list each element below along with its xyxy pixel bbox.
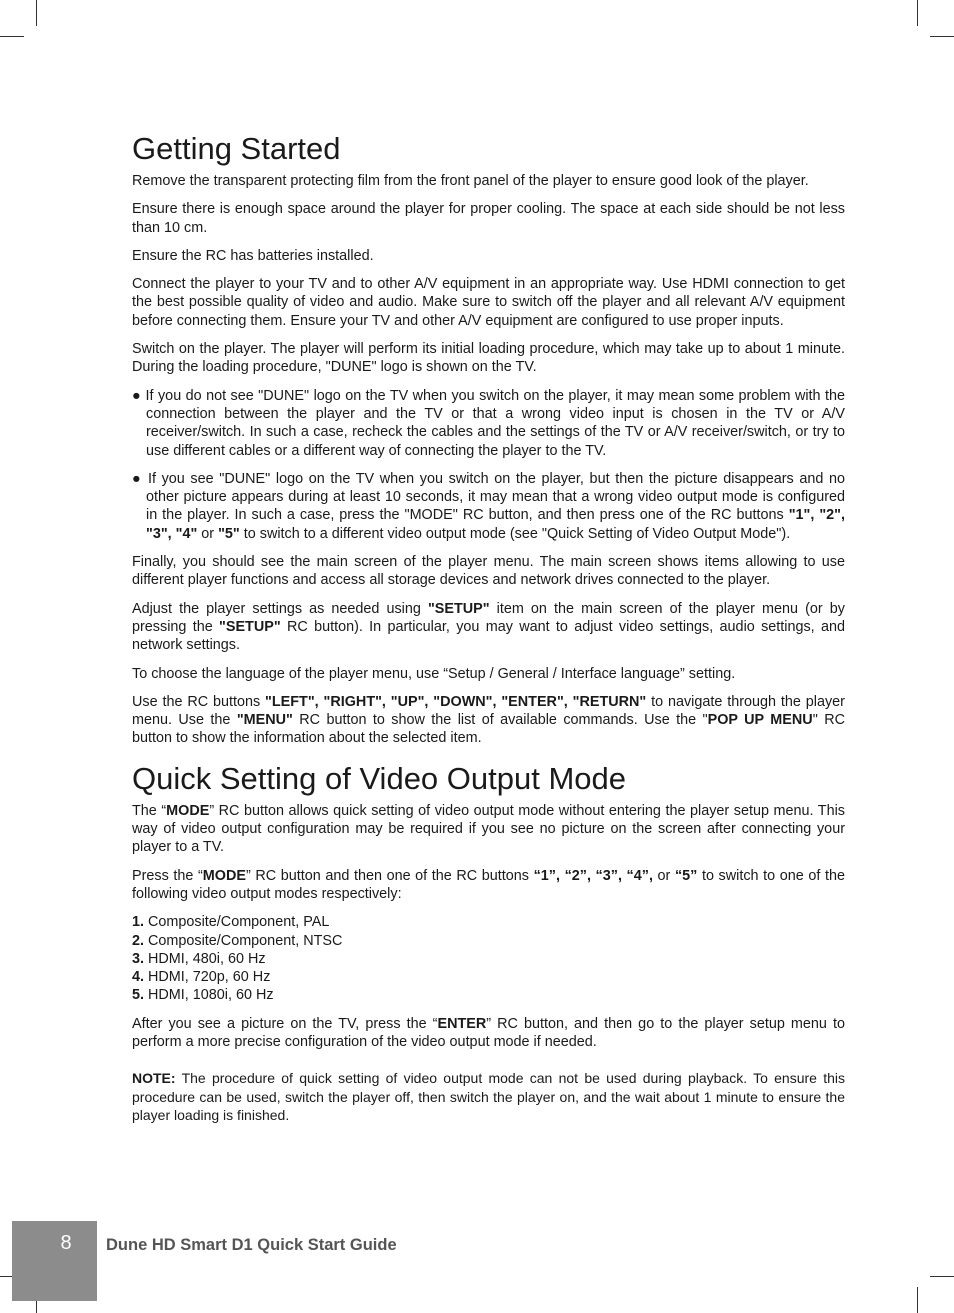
text-span: Press the “ (132, 867, 203, 884)
bold-span: "5" (218, 525, 240, 542)
text-span: ” RC button and then one of the RC buttons (245, 867, 534, 884)
note-text: The procedure of quick setting of video output mode can not be used during playback. To ensure this procedure can be used, switch the player off, then switch the player on, and the wait about 1 minute to ensure the player loading is finished. (132, 1070, 845, 1123)
crop-mark (917, 0, 918, 26)
bold-span: "LEFT", "RIGHT", "UP", "DOWN", "ENTER", "RETURN" (265, 693, 647, 710)
list-text: HDMI, 480i, 60 Hz (144, 950, 266, 967)
crop-mark (917, 1287, 918, 1313)
text-span: to switch to a different video output mode (see "Quick Setting of Video Output Mode"). (239, 525, 791, 542)
paragraph: Ensure there is enough space around the player for proper cooling. The space at each side should be not less than 10 cm. (132, 201, 845, 236)
list-text: Composite/Component, PAL (144, 914, 330, 931)
text-span: The “ (132, 802, 167, 819)
list-number: 5. (132, 987, 145, 1004)
bold-span: "1", "2", "3", "4" (146, 507, 845, 542)
crop-mark (930, 36, 954, 37)
bold-span: "SETUP" (427, 600, 490, 617)
text-span: ” RC button allows quick setting of video output mode without entering the player setup menu. This way of video output configuration may be required if you see no picture on the screen after connecting your player to a TV. (132, 802, 845, 856)
text-span: ● If you see "DUNE" logo on the TV when you switch on the player, but then the picture disappears and no other picture appears during at least 10 seconds, it may mean that a wrong video output mode is configured in the player. In such a case, press the "MODE" RC button, and then press one of the RC buttons (132, 470, 845, 524)
paragraph: Switch on the player. The player will perform its initial loading procedure, which may take up to about 1 minute. During the loading procedure, "DUNE" logo is shown on the TV. (132, 341, 845, 376)
crop-mark (930, 1276, 954, 1277)
page-number: 8 (60, 1232, 72, 1254)
bold-span: POP UP MENU (707, 712, 813, 729)
bullet-item (132, 470, 845, 543)
list-number: 3. (132, 950, 145, 967)
section-title-quick-setting: Quick Setting of Video Output Mode (132, 760, 627, 796)
paragraph (132, 867, 845, 904)
crop-mark (0, 36, 24, 37)
bold-span: "SETUP" (219, 618, 281, 635)
bold-span: “5” (674, 867, 698, 884)
list-item (132, 950, 845, 968)
paragraph: Remove the transparent protecting film from the front panel of the player to ensure good look of the player. (132, 173, 809, 189)
list-text: Composite/Component, NTSC (144, 932, 343, 949)
bullet-item: ● If you do not see "DUNE" logo on the TV when you switch on the player, it may mean some problem with the connection between the player and the TV or that a wrong video input is chosen in the TV or A/V receiver/switch. In such a case, recheck the cables and the settings of the TV or A/V receiver/switch, or try to use different cables or a different way of connecting the player to the TV. (132, 387, 845, 459)
paragraph (132, 693, 845, 748)
text-span: " RC button to show the information about the selected item. (132, 712, 845, 747)
paragraph: Finally, you should see the main screen of the player menu. The main screen shows items allowing to use different player functions and access all storage devices and network drives connected to the player. (132, 554, 845, 589)
note-paragraph (132, 1069, 845, 1124)
paragraph: Ensure the RC has batteries installed. (132, 247, 374, 264)
list-text: HDMI, 1080i, 60 Hz (144, 987, 274, 1004)
text-span: or (652, 867, 675, 884)
video-mode-list (132, 913, 845, 1004)
list-item (132, 913, 845, 931)
page-content (132, 130, 845, 1134)
list-item (132, 986, 845, 1004)
list-item (132, 932, 845, 950)
bold-span: "MENU" (236, 712, 293, 729)
paragraph (132, 802, 845, 857)
list-number: 4. (132, 969, 145, 986)
text-span: RC button to show the list of available commands. Use the " (292, 712, 708, 729)
text-span: After you see a picture on the TV, press the “ (132, 1015, 438, 1032)
text-span: Use the RC buttons (132, 693, 266, 710)
text-span: RC button). In particular, you may want to adjust video settings, audio settings, and network settings. (132, 618, 845, 654)
paragraph (132, 600, 845, 655)
list-number: 1. (132, 914, 145, 931)
text-span: item on the main screen of the player menu (or by pressing the (132, 600, 845, 635)
list-item (132, 968, 845, 986)
text-span: Adjust the player settings as needed using (132, 600, 428, 617)
bold-span: MODE (166, 802, 210, 819)
section-title-getting-started: Getting Started (132, 131, 341, 166)
bold-span: MODE (202, 867, 246, 884)
note-label: NOTE: (132, 1070, 176, 1087)
list-number: 2. (132, 932, 145, 949)
text-span: to navigate through the player menu. Use the (132, 693, 845, 729)
list-text: HDMI, 720p, 60 Hz (144, 969, 271, 986)
paragraph: To choose the language of the player menu, use “Setup / General / Interface language” setting. (132, 665, 736, 682)
guide-title: Dune HD Smart D1 Quick Start Guide (106, 1236, 397, 1254)
crop-mark (36, 0, 37, 26)
text-span: to switch to one of the following video output modes respectively: (132, 867, 845, 902)
text-span: or (197, 525, 219, 542)
bold-span: ENTER (437, 1015, 487, 1032)
paragraph: Connect the player to your TV and to other A/V equipment in an appropriate way. Use HDMI connection to get the best possible quality of video and audio. Make sure to switch off the player and all relevant A/V equipment before connecting them. Ensure your TV and other A/V equipment are configured to use proper inputs. (132, 276, 845, 329)
paragraph (132, 1015, 845, 1052)
text-span: ” RC button, and then go to the player setup menu to perform a more precise configuration of the video output mode if needed. (132, 1015, 845, 1050)
bold-span: “1”, “2”, “3”, “4”, (533, 867, 653, 884)
